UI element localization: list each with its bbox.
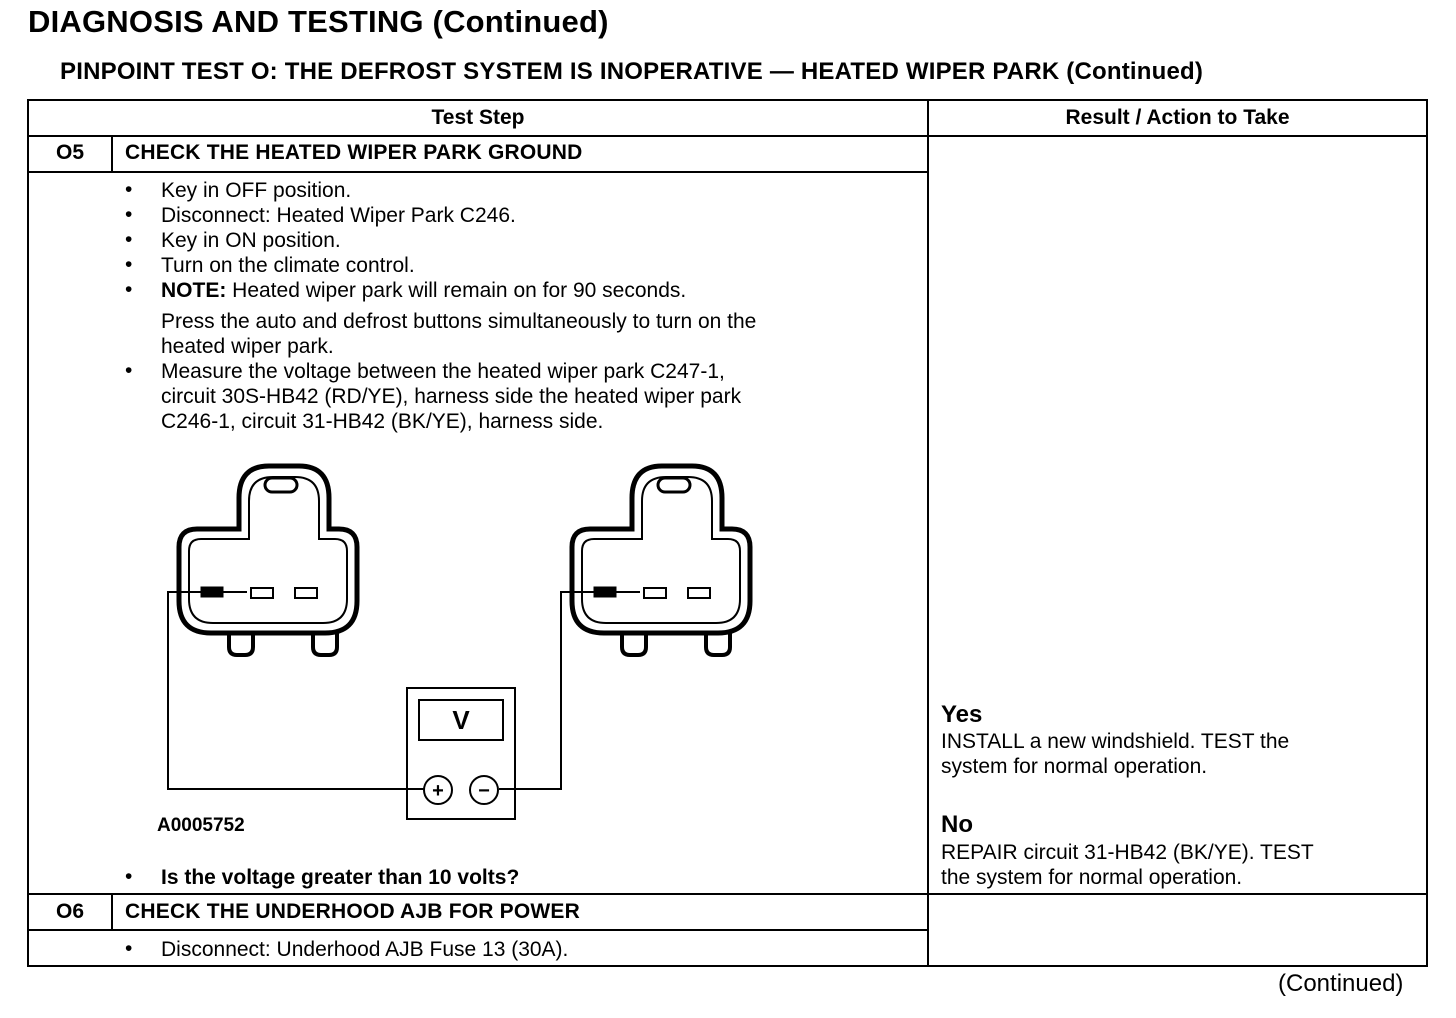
- note-continuation: heated wiper park.: [161, 335, 334, 358]
- figure-id: A0005752: [157, 815, 245, 836]
- o6-id-divider: [111, 893, 113, 931]
- meter-label: V: [452, 705, 470, 735]
- negative-test-lead: [499, 592, 596, 789]
- note-text: Heated wiper park will remain on for 90 seconds.: [226, 279, 687, 302]
- result-yes-text: system for normal operation.: [941, 755, 1208, 778]
- measure-item: Measure the voltage between the heated wiper park C247-1,: [161, 360, 725, 383]
- bullet: •: [125, 228, 133, 251]
- test-step-header: Test Step: [431, 106, 525, 129]
- step-item: Key in ON position.: [161, 229, 341, 252]
- o5-o6-divider: [29, 893, 1426, 895]
- test-table: [27, 99, 1428, 967]
- result-no-text: the system for normal operation.: [941, 866, 1243, 889]
- result-yes-label: Yes: [941, 701, 983, 728]
- probe-right-icon: [594, 587, 640, 597]
- step-title-o5: CHECK THE HEATED WIPER PARK GROUND: [125, 141, 583, 164]
- page-title: DIAGNOSIS AND TESTING (Continued): [28, 4, 609, 39]
- connector-c247-icon: [179, 466, 357, 655]
- voltage-measurement-diagram: [29, 101, 927, 861]
- bullet: •: [125, 253, 133, 276]
- step-title-o6: CHECK THE UNDERHOOD AJB FOR POWER: [125, 900, 581, 923]
- step-item: Disconnect: Heated Wiper Park C246.: [161, 204, 516, 227]
- plus-terminal-label: +: [432, 780, 444, 802]
- step-item: Key in OFF position.: [161, 179, 352, 202]
- bullet: •: [125, 937, 133, 960]
- continued-label: (Continued): [1278, 970, 1404, 997]
- step-question: Is the voltage greater than 10 volts?: [161, 866, 520, 889]
- result-header: Result / Action to Take: [1065, 106, 1290, 129]
- probe-left-icon: [201, 587, 247, 597]
- step-id-o5: O5: [55, 141, 84, 164]
- result-no-text: REPAIR circuit 31-HB42 (BK/YE). TEST: [941, 841, 1314, 864]
- bullet: •: [125, 359, 133, 382]
- result-yes-text: INSTALL a new windshield. TEST the: [941, 730, 1290, 753]
- result-no-label: No: [941, 811, 973, 838]
- step-item: Disconnect: Underhood AJB Fuse 13 (30A).: [161, 938, 569, 961]
- bullet: •: [125, 865, 133, 888]
- note-label: NOTE:: [161, 279, 227, 302]
- pinpoint-test-subtitle: PINPOINT TEST O: THE DEFROST SYSTEM IS INOPERATIVE — HEATED WIPER PARK (Continued): [60, 58, 1204, 85]
- o6-title-divider: [29, 929, 927, 931]
- note-continuation: Press the auto and defrost buttons simultaneously to turn on the: [161, 310, 757, 333]
- measure-item: circuit 30S-HB42 (RD/YE), harness side the heated wiper park: [161, 385, 742, 408]
- bullet: •: [125, 203, 133, 226]
- step-id-o6: O6: [55, 900, 84, 923]
- measure-item: C246-1, circuit 31-HB42 (BK/YE), harness side.: [161, 410, 604, 433]
- bullet: •: [125, 278, 133, 301]
- connector-c246-icon: [572, 466, 750, 655]
- column-divider: [927, 101, 929, 965]
- minus-terminal-label: −: [478, 780, 490, 802]
- bullet: •: [125, 178, 133, 201]
- step-item: Turn on the climate control.: [161, 254, 415, 277]
